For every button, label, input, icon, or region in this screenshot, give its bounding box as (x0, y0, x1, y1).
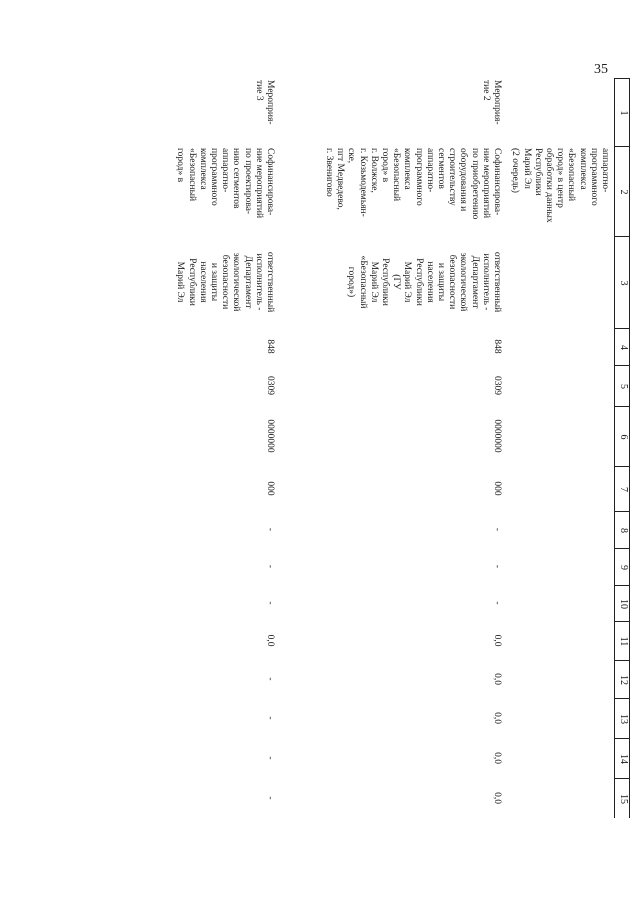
row-2-col-11: 0,0 (492, 634, 502, 647)
row-3-col-12: - (265, 677, 275, 681)
row-2-col-7: 000 (492, 481, 502, 496)
row-2-col-10: - (492, 601, 502, 605)
row-2-col-15: 0,0 (492, 792, 502, 804)
header-col-3: 3 (615, 236, 629, 329)
header-col-9: 9 (615, 548, 629, 586)
header-col-4: 4 (615, 328, 629, 366)
row-3-col-9: - (265, 564, 275, 569)
row-2-col-3: ответственный исполнитель - Департамент экологической безопасности и защиты населения Республики Марий Эл (ГУ Республики Марий Эл «Безопасный город») (346, 251, 502, 313)
table-top-rule (629, 78, 630, 818)
row-2-col-9: - (492, 564, 502, 569)
row-2-col-5: 0309 (492, 376, 502, 395)
row-3-col-2: Софинансирова- ние мероприятий по проектирова- нию сегментов аппаратно- программного комплекса «Безопасный город» в (175, 148, 275, 219)
row-2-col-4: 848 (492, 339, 502, 354)
header-col-15: 15 (615, 778, 629, 819)
row-3-col-10: - (265, 601, 275, 605)
header-col-1: 1 (615, 78, 629, 147)
row-2-col-6: 0000000 (492, 419, 502, 453)
row-3-col-8: - (265, 527, 275, 532)
row-3-col-1: Мероприя- тие 3 (253, 80, 275, 125)
row-3-col-6: 0000000 (265, 419, 275, 453)
header-col-14: 14 (615, 738, 629, 779)
page-number: 35 (594, 62, 608, 77)
header-left-border (616, 78, 630, 79)
header-col-2: 2 (615, 146, 629, 237)
header-col-12: 12 (615, 660, 629, 699)
header-col-5: 5 (615, 365, 629, 407)
row-3-col-3: ответственный исполнитель - Департамент экологической безопасности и защиты населения Республики Марий Эл (175, 251, 275, 313)
row-3-col-5: 0309 (265, 376, 275, 395)
row-3-col-7: 000 (265, 481, 275, 496)
row-3-col-11: 0,0 (265, 634, 275, 647)
header-col-13: 13 (615, 698, 629, 739)
row-3-col-15: - (265, 796, 275, 800)
header-col-7: 7 (615, 466, 629, 512)
row-2-col-1: Мероприя- тие 2 (480, 80, 502, 125)
header-col-6: 6 (615, 406, 629, 467)
row-3-col-4: 848 (265, 339, 275, 354)
row-1-col-2: аппаратно- программного комплекса «Безопасный город» в центр обработки данных Республики Марий Эл (2 очередь) (510, 148, 610, 223)
header-col-10: 10 (615, 585, 629, 622)
row-2-col-2: Софинансирова- ние мероприятий по приобретению оборудования и строительству сегментов аппаратно- программного комплекса «Безопасный город» в г. Волжске, г. Козьмодемьян- ске, пгт Медведево, г. Звенигово (323, 148, 502, 220)
row-2-col-14: 0,0 (492, 752, 502, 764)
header-col-8: 8 (615, 511, 629, 549)
row-2-col-12: 0,0 (492, 673, 502, 685)
row-2-col-8: - (492, 527, 502, 532)
row-3-col-13: - (265, 716, 275, 720)
row-3-col-14: - (265, 756, 275, 760)
rotated-table (130, 78, 630, 818)
row-2-col-13: 0,0 (492, 712, 502, 724)
header-col-11: 11 (615, 621, 629, 661)
